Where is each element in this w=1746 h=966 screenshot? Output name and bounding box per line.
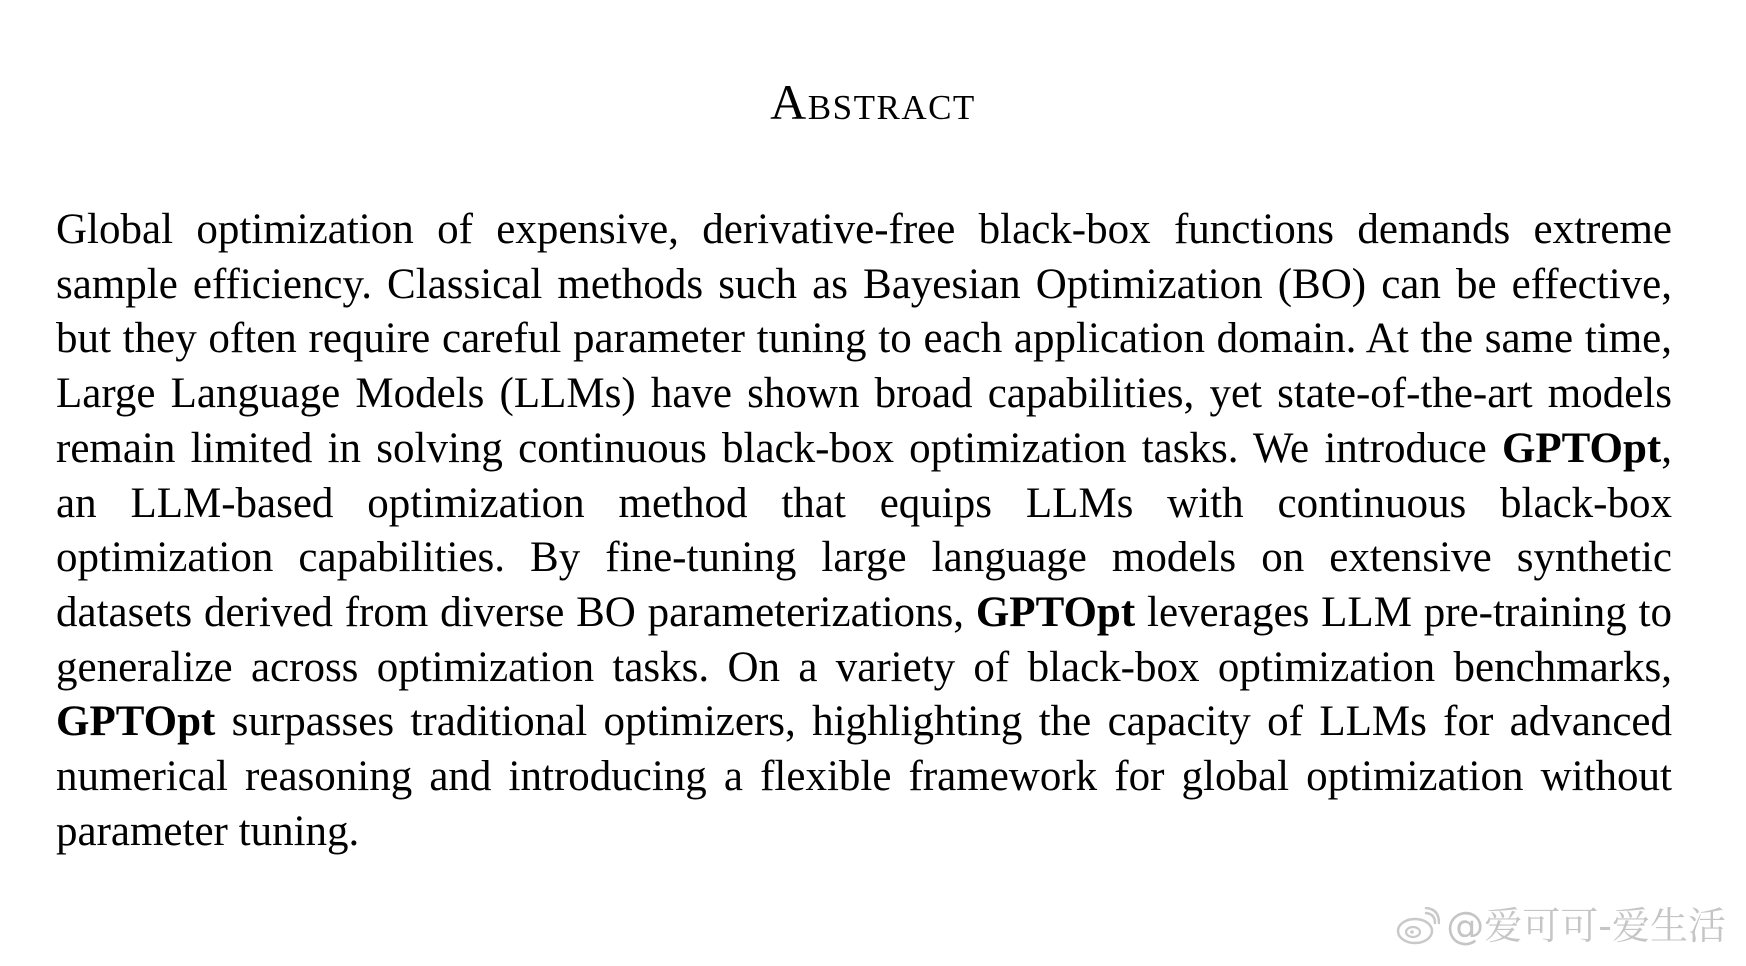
abstract-text-part-2: , an LLM-based optimization method that equips LLMs with continuous black-box optimization capabilities. By fine-tuning large language models on extensive synthetic datasets derived from diverse BO parameterizations, <box>56 424 1672 636</box>
abstract-paragraph <box>56 203 1672 859</box>
abstract-heading: Abstract <box>770 74 976 130</box>
method-name-gptopt: GPTOpt <box>1501 424 1662 472</box>
weibo-logo-icon <box>1396 907 1440 945</box>
watermark-text: @爱可可-爱生活 <box>1446 904 1726 948</box>
method-name-gptopt: GPTOpt <box>56 698 216 746</box>
abstract-text-part-3: leverages LLM pre-training to generalize across optimization tasks. On a variety of black-box optimization benchmarks, <box>56 588 1672 691</box>
weibo-watermark <box>1396 904 1726 948</box>
abstract-text-part-1: Global optimization of expensive, derivative-free black-box functions demands extreme sample efficiency. Classical methods such as Bayesian Optimization (BO) can be effective, but they often require careful parameter tuning to each application domain. At the same time, Large Language Models (LLMs) have shown broad capabilities, yet state-of-the-art models remain limited in solving continuous black-box optimization tasks. We introduce <box>56 206 1672 472</box>
abstract-text-part-4: surpasses traditional optimizers, highlighting the capacity of LLMs for advanced numerical reasoning and introducing a flexible framework for global optimization without parameter tuning. <box>56 698 1672 855</box>
method-name-gptopt: GPTOpt <box>975 588 1136 636</box>
